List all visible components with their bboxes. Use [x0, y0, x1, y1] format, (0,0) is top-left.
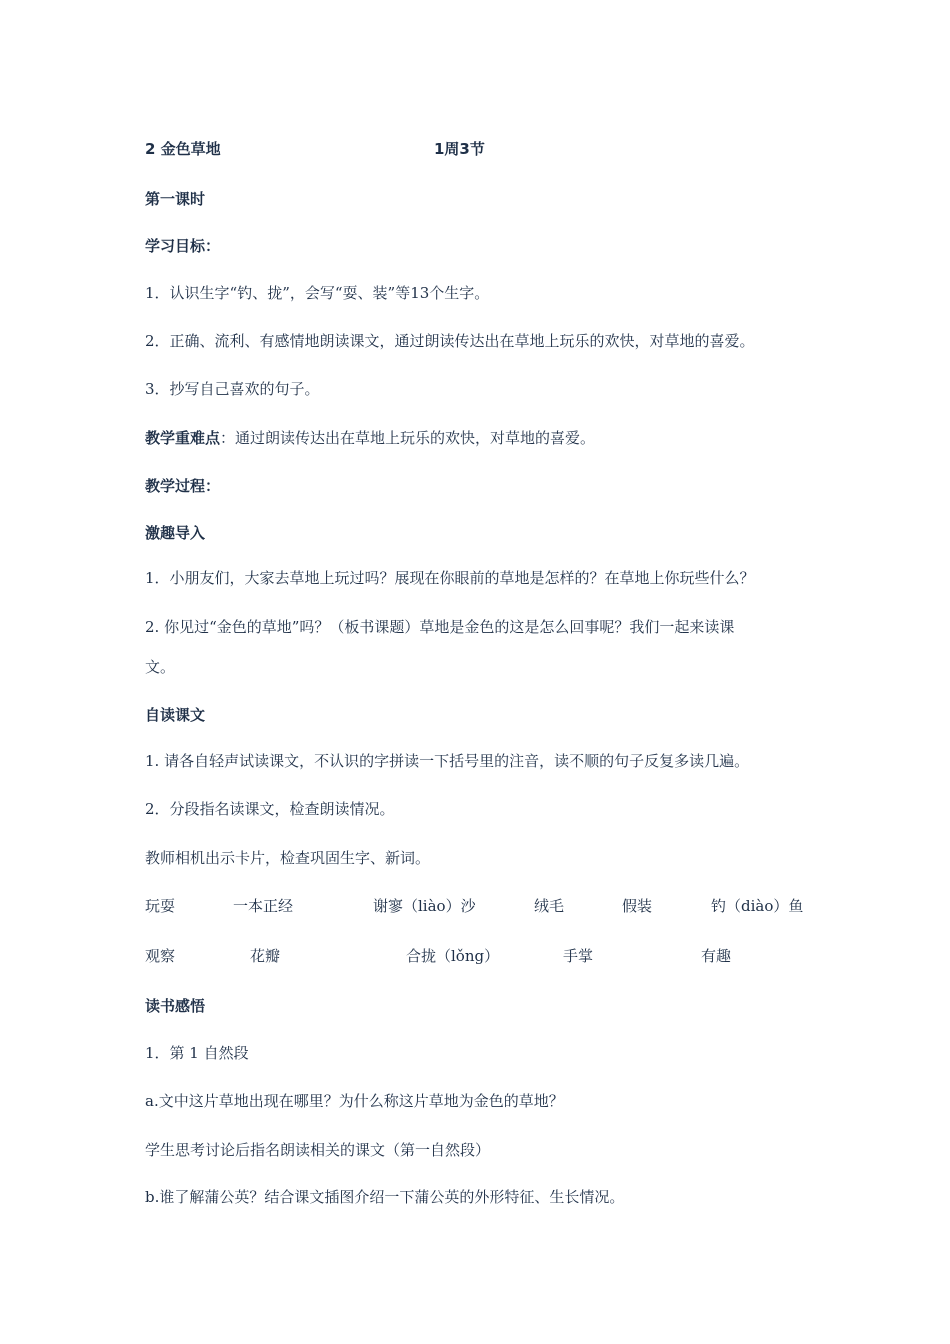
- vocab-word: 假装: [622, 897, 653, 915]
- reading-question: a.文中这片草地出现在哪里？为什么称这片草地为金色的草地？: [145, 1092, 564, 1110]
- key-points-text: ：通过朗读传达出在草地上玩乐的欢快，对草地的喜爱。: [220, 429, 596, 447]
- vocab-word: 观察: [145, 947, 176, 965]
- schedule-label: 1周3节: [434, 140, 485, 158]
- period-heading: 第一课时: [145, 190, 206, 208]
- key-points: [145, 428, 595, 448]
- self-read-item: 1. 请各自轻声试读课文，不认识的字拼读一下括号里的注音，读不顺的句子反复多读几遍。: [145, 752, 750, 770]
- self-read-heading: 自读课文: [145, 706, 206, 724]
- process-heading: 教学过程：: [145, 477, 221, 495]
- key-points-label: 教学重难点: [145, 429, 221, 447]
- lesson-title: 2 金色草地: [145, 140, 221, 158]
- goals-heading: 学习目标：: [145, 237, 221, 255]
- reading-question: b.谁了解蒲公英？结合课文插图介绍一下蒲公英的外形特征、生长情况。: [145, 1188, 625, 1206]
- intro-heading: 激趣导入: [145, 524, 206, 542]
- vocab-word: 钓（diào）鱼: [711, 897, 804, 915]
- vocab-word: 一本正经: [233, 897, 294, 915]
- intro-item: 2. 你见过“金色的草地”吗？（板书课题）草地是金色的这是怎么回事呢？我们一起来读课: [145, 618, 735, 636]
- goal-item: 1．认识生字“钓、拢”，会写“耍、装”等13个生字。: [145, 284, 490, 302]
- self-read-item: 2．分段指名读课文，检查朗读情况。: [145, 800, 395, 818]
- intro-item: 1．小朋友们，大家去草地上玩过吗？展现在你眼前的草地是怎样的？在草地上你玩些什么？: [145, 569, 755, 587]
- reading-discussion: 学生思考讨论后指名朗读相关的课文（第一自然段）: [145, 1141, 491, 1159]
- reading-paragraph-label: 1．第 1 自然段: [145, 1044, 249, 1062]
- vocab-word: 手掌: [563, 947, 594, 965]
- vocab-word: 谢寥（liào）沙: [373, 897, 476, 915]
- goal-item: 2．正确、流利、有感情地朗读课文，通过朗读传达出在草地上玩乐的欢快，对草地的喜爱。: [145, 332, 755, 350]
- vocab-word: 花瓣: [250, 947, 281, 965]
- vocab-word: 有趣: [701, 947, 732, 965]
- vocab-word: 玩耍: [145, 897, 176, 915]
- intro-item-continuation: 文。: [145, 658, 176, 676]
- vocab-word: 合拢（lǒng）: [406, 947, 500, 965]
- self-read-note: 教师相机出示卡片，检查巩固生字、新词。: [145, 849, 431, 867]
- goal-item: 3．抄写自己喜欢的句子。: [145, 380, 320, 398]
- vocab-word: 绒毛: [534, 897, 565, 915]
- reading-heading: 读书感悟: [145, 997, 206, 1015]
